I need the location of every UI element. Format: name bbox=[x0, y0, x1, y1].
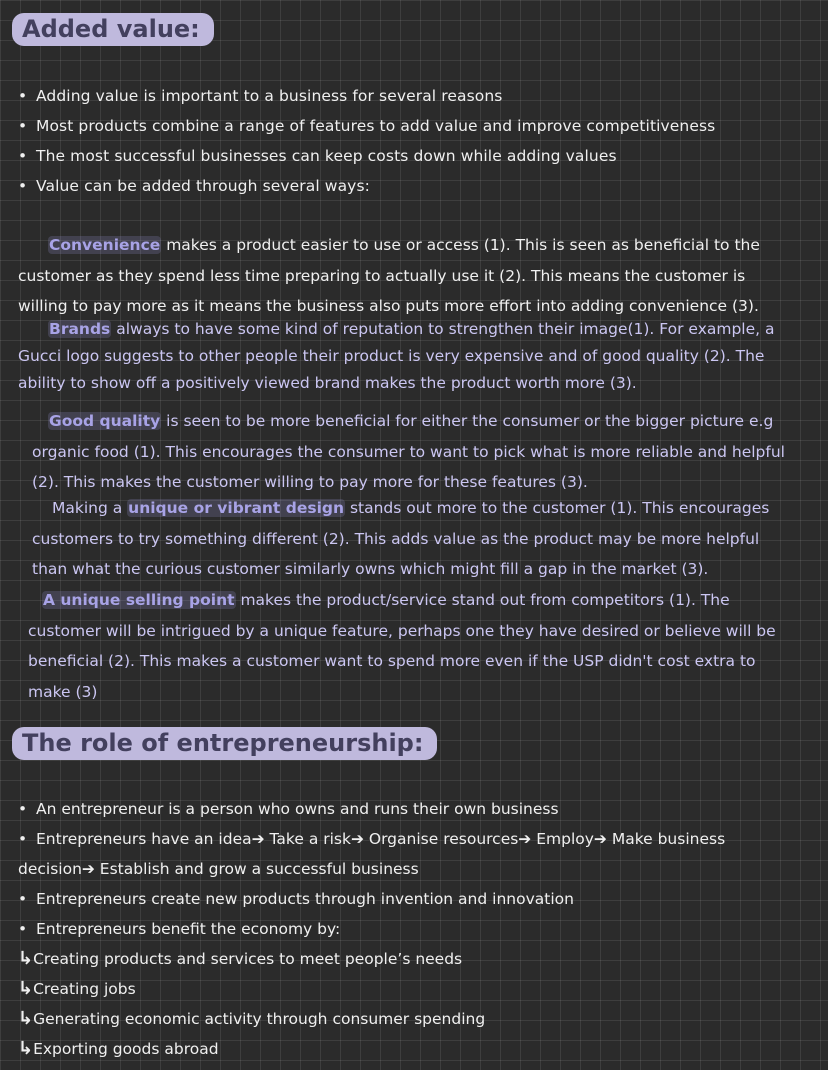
list-item: • Most products combine a range of features to add value and improve competitiveness bbox=[18, 117, 716, 135]
added-value-heading: Added value: bbox=[12, 13, 214, 46]
list-item: • Adding value is important to a business for several reasons bbox=[18, 87, 503, 105]
convenience-paragraph: Convenience makes a product easier to use or access (1). This is seen as beneficial to the customer as they spend less time preparing to actually use it (2). This means the customer is willing to pay more as it means the business also puts more effort into adding convenience (3). bbox=[18, 236, 760, 315]
list-item: • Entrepreneurs have an idea➔ Take a risk➔ Organise resources➔ Employ➔ Make business bbox=[18, 830, 726, 848]
good-quality-term: Good quality bbox=[49, 412, 161, 430]
unique-design-term: unique or vibrant design bbox=[128, 499, 345, 517]
entrepreneurship-bullets bbox=[18, 794, 725, 1064]
added-value-bullets bbox=[18, 81, 715, 201]
brands-paragraph: Brands always to have some kind of reputation to strengthen their image(1). For example, a Gucci logo suggests to other people their product is very expensive and of good quality (2). The ability to show off a positively viewed brand makes the product worth more (3). bbox=[18, 320, 775, 392]
brands-term: Brands bbox=[49, 320, 111, 338]
list-item: • An entrepreneur is a person who owns and runs their own business bbox=[18, 800, 559, 818]
hook-arrow-icon: ↳ bbox=[18, 948, 34, 969]
hook-arrow-icon: ↳ bbox=[18, 1038, 34, 1059]
list-item: • Entrepreneurs benefit the economy by: bbox=[18, 920, 341, 938]
usp-term: A unique selling point bbox=[43, 591, 235, 609]
benefit-item: ↳Creating jobs bbox=[18, 978, 136, 999]
list-item: • Entrepreneurs create new products through invention and innovation bbox=[18, 890, 574, 908]
design-paragraph: Making a unique or vibrant design stands out more to the customer (1). This encourages customers to try something different (2). This adds value as the product may be more helpful than what the curious customer similarly owns which might fill a gap in the market (3). bbox=[32, 499, 770, 578]
hook-arrow-icon: ↳ bbox=[18, 1008, 34, 1029]
convenience-term: Convenience bbox=[49, 236, 161, 254]
benefit-item: ↳Exporting goods abroad bbox=[18, 1038, 219, 1059]
list-item: • Value can be added through several ways: bbox=[18, 177, 370, 195]
quality-paragraph: Good quality is seen to be more beneficial for either the consumer or the bigger picture e.g organic food (1). This encourages the consumer to want to pick what is more reliable and helpful (2). This makes the customer willing to pay more for these features (3). bbox=[32, 412, 785, 491]
benefit-item: ↳Generating economic activity through consumer spending bbox=[18, 1008, 486, 1029]
usp-paragraph: A unique selling point makes the product/service stand out from competitors (1). The customer will be intrigued by a unique feature, perhaps one they have desired or believe will be beneficial (2). This makes a customer want to spend more even if the USP didn't cost extra to make (3) bbox=[28, 591, 776, 701]
list-item-continued: decision➔ Establish and grow a successful business bbox=[18, 860, 419, 878]
hook-arrow-icon: ↳ bbox=[18, 978, 34, 999]
benefit-item: ↳Creating products and services to meet people’s needs bbox=[18, 948, 463, 969]
entrepreneurship-heading: The role of entrepreneurship: bbox=[12, 727, 437, 760]
list-item: • The most successful businesses can keep costs down while adding values bbox=[18, 147, 617, 165]
